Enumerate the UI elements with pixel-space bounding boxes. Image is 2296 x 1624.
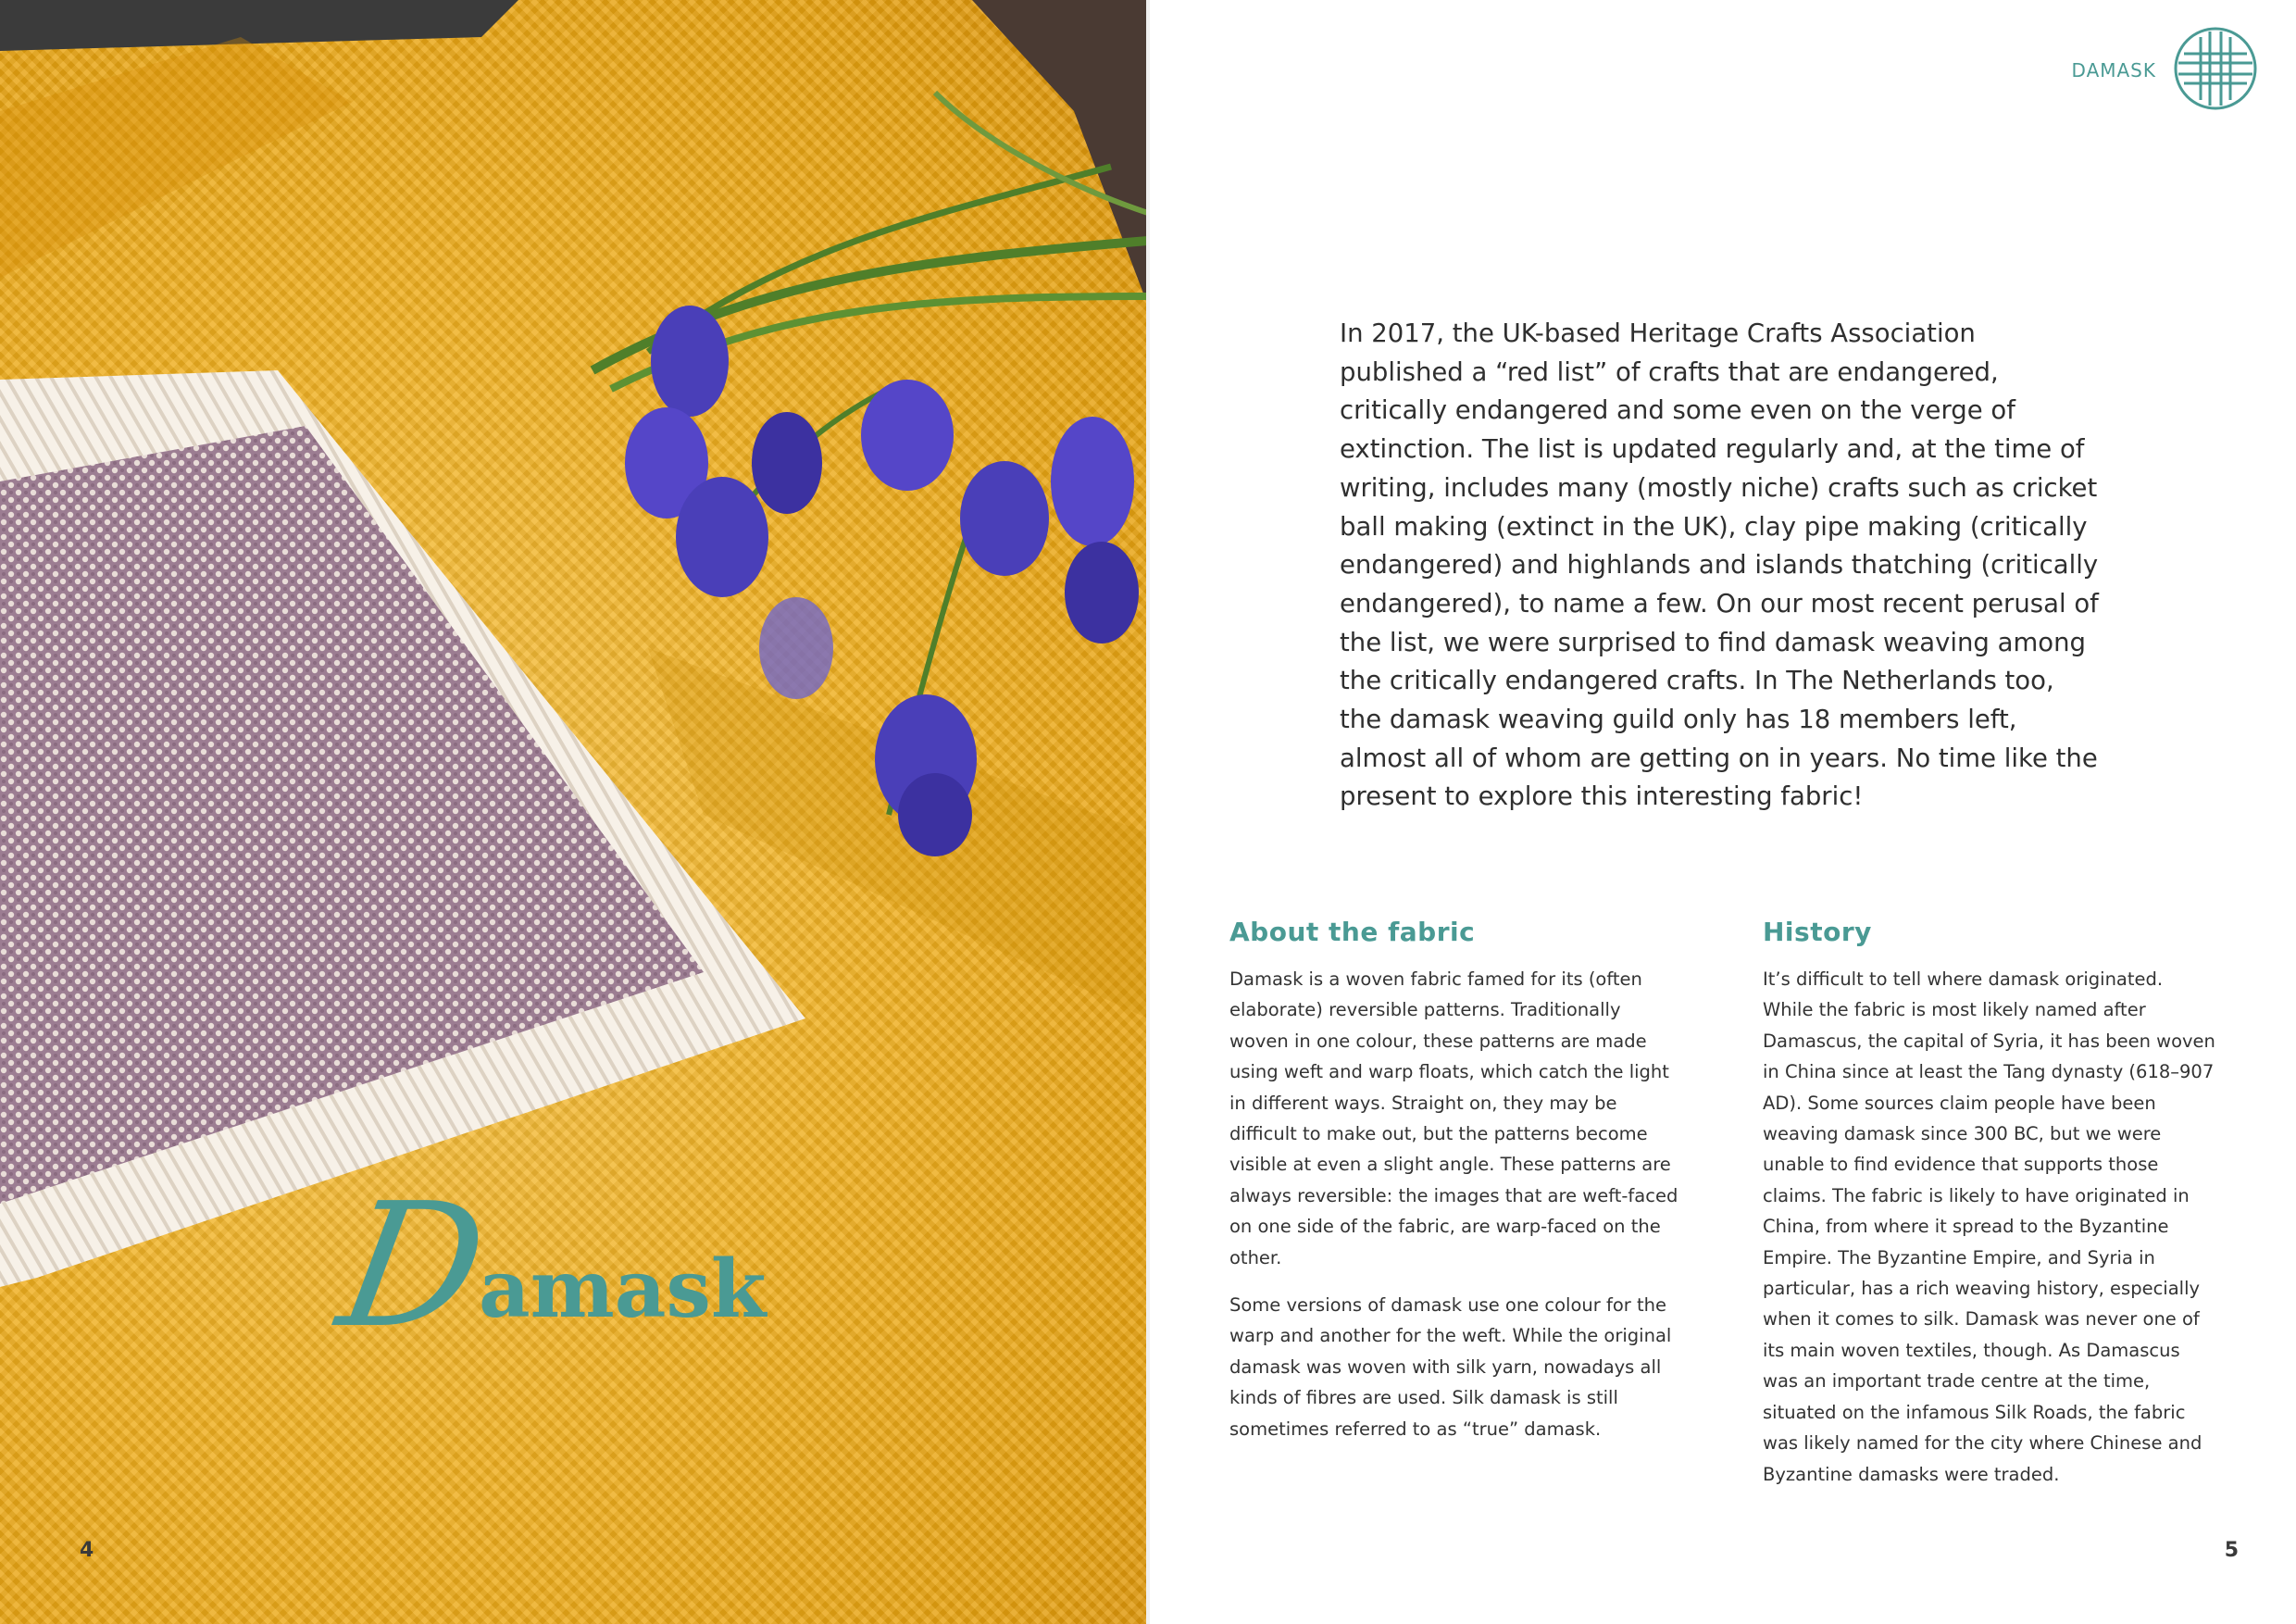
page-title [327,1166,770,1366]
brick-background [972,0,1148,306]
title-rest: amask [479,1243,767,1336]
history-section [1763,917,2216,1506]
about-section [1229,917,1683,1461]
chair-edge [0,0,518,51]
weave-logo-icon [2173,26,2258,111]
about-paragraph-1: Damask is a woven fabric famed for its (often elaborate) reversible patterns. Traditionally woven in one colour, these patterns are made using weft and warp floats, which catch the light in different ways. Straight on, they may be difficult to make out, but the patterns become visible at even a slight angle. These patterns are always reversible: the images that are weft-faced on one side of the fabric, are warp-faced on the other. [1229,968,1678,1268]
page-number-right: 5 [2224,1539,2239,1562]
about-heading: About the fabric [1229,917,1476,947]
history-paragraph: It’s difficult to tell where damask originated. While the fabric is most likely named after Damascus, the capital of Syria, it has been woven in China since at least the Tang dynasty (618–907 AD). Some sources claim people have been weaving damask since 300 BC, but we were unable to find evidence that supports those claims. The fabric is likely to have originated in China, from where it spread to the Byzantine Empire. The Byzantine Empire, and Syria in particular, has a rich weaving history, especially when it comes to silk. Damask was never one of its main woven textiles, though. As Damascus was an important trade centre at the time, situated on the infamous Silk Roads, the fabric was likely named for the city where Chinese and Byzantine damasks were traded. [1763,968,2215,1485]
history-heading: History [1763,917,1872,947]
about-paragraph-2: Some versions of damask use one colour for the warp and another for the weft. While the original damask was woven with silk yarn, nowadays all kinds of fibres are used. Silk damask is still sometimes referred to as “true” damask. [1229,1294,1672,1440]
title-initial: D [327,1166,500,1366]
page-number-left: 4 [80,1539,94,1562]
intro-paragraph: In 2017, the UK-based Heritage Crafts Association published a “red list” of crafts that are endangered, critically endangered and some even on the verge of extinction. The list is updated regularly and, at the time of writing, includes many (mostly niche) crafts such as cricket ball making (extinct in the UK), clay pipe making (critically endangered) and highlands and islands thatching (critically endangered), to name a few. On our most recent perusal of the list, we were surprised to find damask weaving among the critically endangered crafts. In The Netherlands too, the damask weaving guild only has 18 members left, almost all of whom are getting on in years. No time like the present to explore this interesting fabric! [1340,319,2099,812]
right-page [1148,0,2296,1624]
running-head: DAMASK [2071,59,2156,81]
